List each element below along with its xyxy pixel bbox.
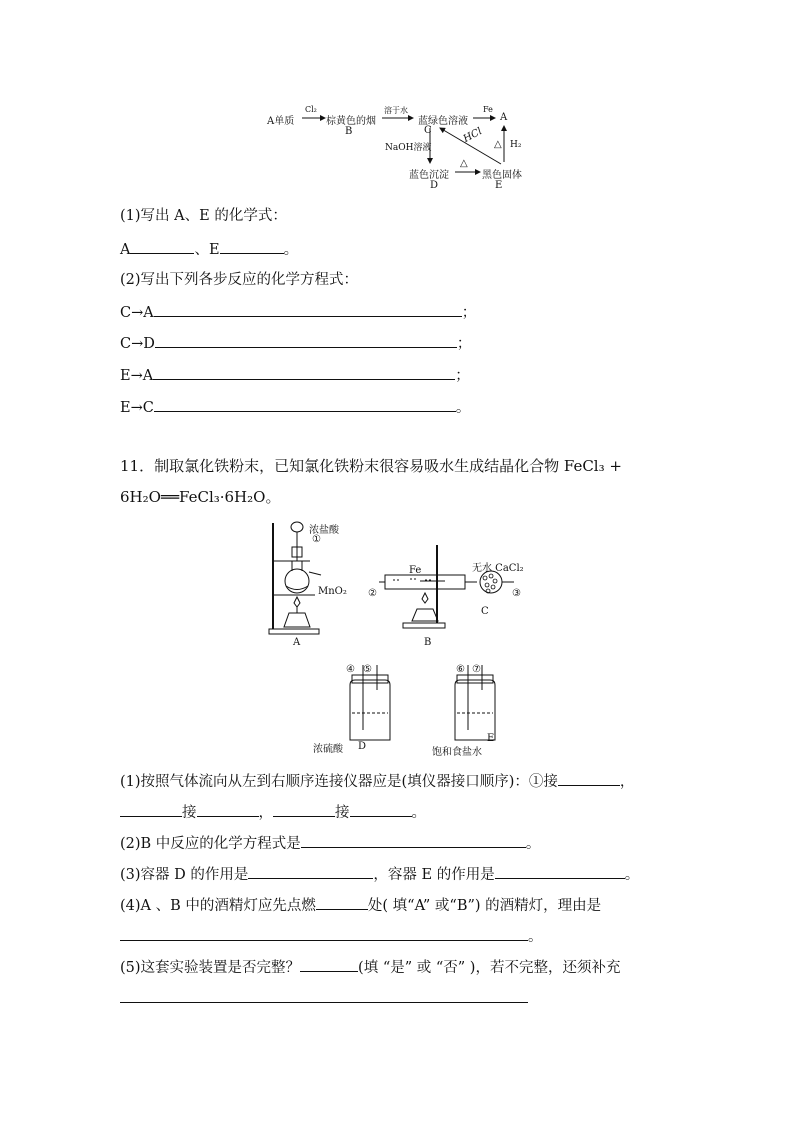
answer-blank-supplement[interactable] — [120, 987, 528, 1003]
answer-blank-first-lamp[interactable] — [316, 894, 368, 910]
answer-blank-order-2[interactable] — [120, 801, 182, 817]
scheme-node-d-letter: D — [430, 180, 439, 191]
scheme-label-h2: H₂ — [510, 140, 522, 150]
scheme-node-a2: A — [500, 112, 508, 123]
q11-part2-row: (2)B 中反应的化学方程式是 。 — [120, 832, 540, 854]
label-fe: Fe — [409, 565, 422, 576]
answer-blank-e[interactable] — [220, 238, 284, 254]
scheme-label-heat-de: △ — [460, 158, 468, 169]
q10-part1-prompt: (1)写出 A、E 的化学式： — [120, 208, 287, 224]
label-app-d: D — [358, 741, 367, 752]
answer-blank-b-equation[interactable] — [301, 832, 526, 848]
q11-part4-row2: 。 — [120, 925, 543, 947]
q10-equation-row: C→D ； — [120, 332, 471, 354]
scheme-node-c: 蓝绿色溶液 — [418, 116, 468, 127]
answer-blank-order-1[interactable] — [558, 770, 620, 786]
port-3: ③ — [512, 588, 521, 599]
scheme-label-hcl: HCl — [461, 126, 485, 145]
scheme-node-d: 蓝色沉淀 — [409, 170, 449, 181]
label-app-b: B — [424, 637, 432, 648]
label-mno2: MnO₂ — [318, 586, 347, 597]
answer-blank-order-3[interactable] — [197, 801, 259, 817]
port-1: ① — [312, 534, 321, 545]
stand-base-b — [403, 623, 445, 628]
q11-part5-row1: (5)这套实验装置是否完整？ (填 “是” 或 “否” )，若不完整，还须补充 — [120, 956, 620, 978]
q10-equation-row: E→A ； — [120, 364, 470, 386]
scheme-label-heat-ea: △ — [494, 139, 502, 150]
answer-blank-e-a[interactable] — [153, 364, 455, 380]
answer-blank-e-c[interactable] — [154, 396, 456, 412]
label-app-c: C — [481, 606, 489, 617]
q11-part5-row2 — [120, 987, 528, 1009]
scheme-label-fe: Fe — [483, 105, 493, 114]
answer-blank-complete[interactable] — [300, 956, 358, 972]
q11-part3-row: (3)容器 D 的作用是 ，容器 E 的作用是 。 — [120, 863, 639, 885]
q10-part2-prompt: (2)写出下列各步反应的化学方程式： — [120, 272, 359, 288]
scheme-node-c-letter: C — [424, 125, 432, 136]
answer-blank-order-5[interactable] — [350, 801, 412, 817]
scheme-node-e: 黑色固体 — [482, 170, 522, 181]
stand-base-a — [269, 629, 319, 634]
port-4: ④ — [346, 664, 355, 675]
q10-part1-answer-row: A 、E 。 — [120, 238, 298, 260]
answer-blank-d-role[interactable] — [248, 863, 373, 879]
q11-part1-row1: (1)按照气体流向从左到右顺序连接仪器应是(填仪器接口顺序)：①接 ， — [120, 770, 634, 792]
scheme-label-cl2: Cl₂ — [305, 105, 317, 114]
scheme-node-a: A单质 — [267, 116, 295, 127]
q11-intro-line2: 6H₂O══FeCl₃·6H₂O。 — [120, 488, 281, 506]
answer-blank-e-role[interactable] — [495, 863, 625, 879]
label-cacl2: 无水 CaCl₂ — [472, 563, 524, 574]
label-app-e: E — [487, 733, 495, 744]
scheme-node-b: 棕黄色的烟 — [326, 116, 376, 127]
answer-blank-c-a[interactable] — [154, 301, 462, 317]
scheme-label-dissolve: 溶于水 — [384, 106, 408, 115]
port-7: ⑦ — [472, 664, 481, 675]
answer-blank-c-d[interactable] — [155, 332, 457, 348]
port-2: ② — [368, 588, 377, 599]
q11-part4-row1: (4)A 、B 中的酒精灯应先点燃 处( 填“A” 或“B”) 的酒精灯，理由是 — [120, 894, 601, 916]
q11-part1-row2: 接 ， 接 。 — [120, 801, 426, 823]
label-app-a: A — [293, 637, 301, 648]
label-conc-h2so4: 浓硫酸 — [313, 744, 343, 755]
port-6: ⑥ — [456, 664, 465, 675]
scheme-node-e-letter: E — [495, 180, 503, 191]
scheme-label-naoh: NaOH溶液 — [385, 143, 432, 153]
label-brine: 饱和食盐水 — [432, 747, 482, 758]
port-5: ⑤ — [363, 664, 372, 675]
q10-equation-row: C→A ； — [120, 301, 476, 323]
answer-blank-reason[interactable] — [120, 925, 528, 941]
q11-intro-line1: 11．制取氯化铁粉末，已知氯化铁粉末很容易吸水生成结晶化合物 FeCl₃ + — [120, 457, 622, 475]
label-conc-hcl: 浓盐酸 — [309, 525, 339, 536]
answer-blank-order-4[interactable] — [273, 801, 335, 817]
answer-blank-a[interactable] — [130, 238, 194, 254]
scheme-node-b-letter: B — [345, 126, 353, 137]
q10-equation-row: E→C 。 — [120, 396, 470, 418]
